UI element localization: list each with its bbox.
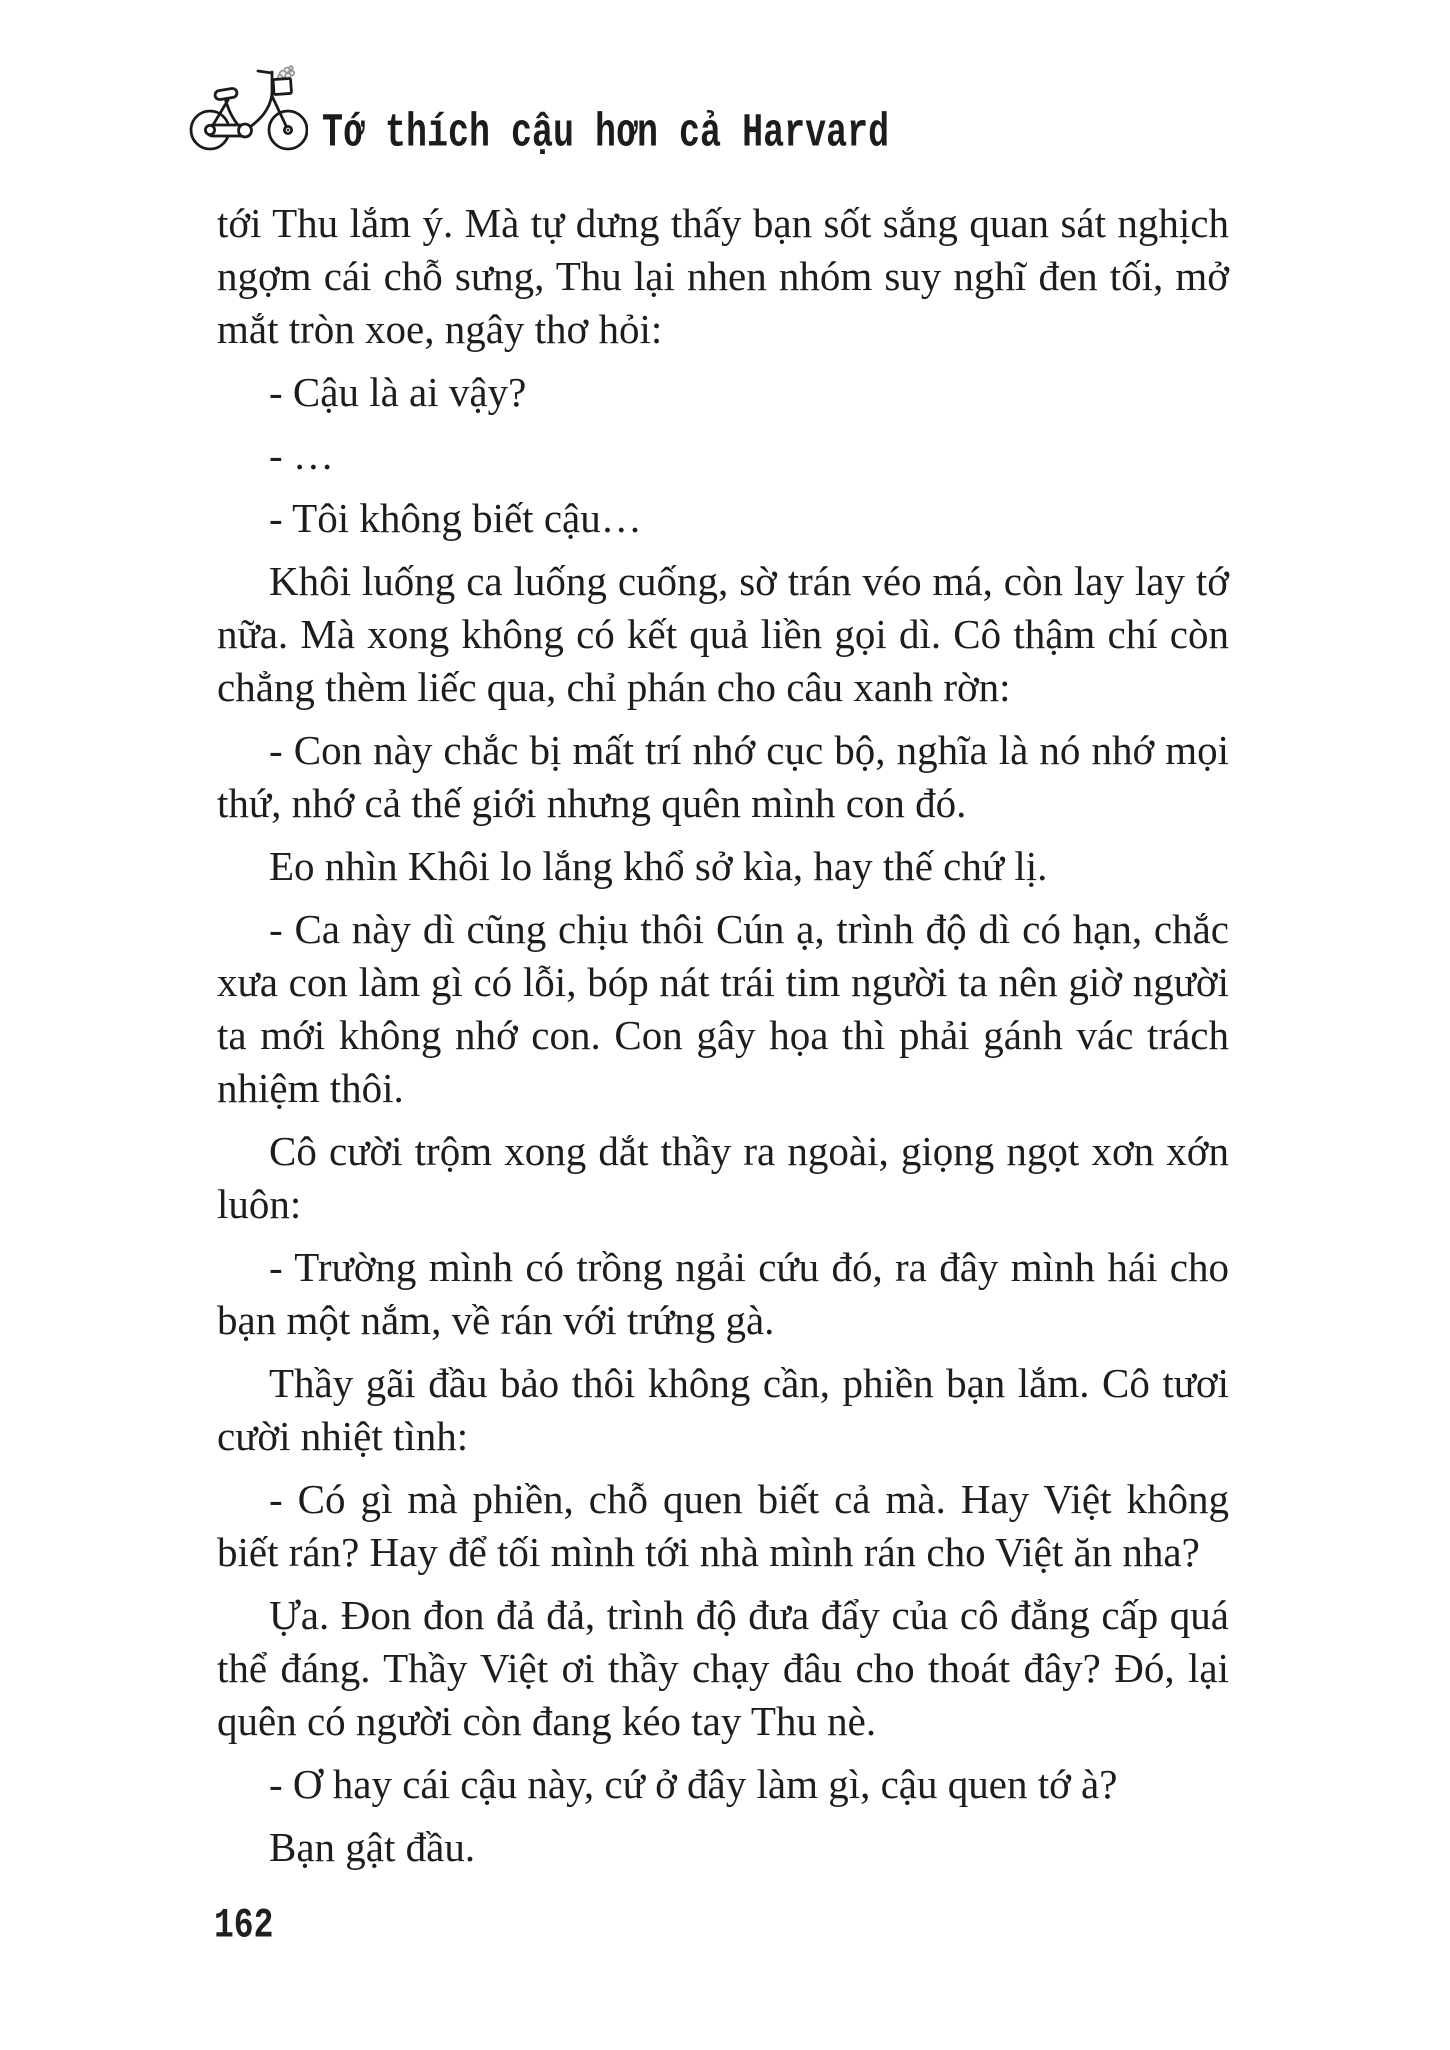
paragraph-dialogue: - Con này chắc bị mất trí nhớ cục bộ, nghĩa là nó nhớ mọi thứ, nhớ cả thế giới nhưng quên mình con đó. (217, 727, 1229, 826)
paragraph: Bạn gật đầu. (269, 1824, 476, 1870)
paragraph: Khôi luống ca luống cuống, sờ trán véo má, còn lay lay tớ nữa. Mà xong không có kết quả liền gọi dì. Cô thậm chí còn chẳng thèm liếc qua, chỉ phán cho câu xanh rờn: (217, 558, 1229, 710)
paragraph: Ựa. Đon đon đả đả, trình độ đưa đẩy của cô đẳng cấp quá thể đáng. Thầy Việt ơi thầy chạy đâu cho thoát đây? Đó, lại quên có người còn đang kéo tay Thu nè. (217, 1592, 1229, 1744)
paragraph: Cô cười trộm xong dắt thầy ra ngoài, giọng ngọt xơn xớn luôn: (217, 1128, 1229, 1227)
paragraph-dialogue: - … (269, 432, 334, 478)
paragraph-dialogue: - Tôi không biết cậu… (269, 495, 642, 541)
body-text (217, 197, 1229, 1874)
book-title: Tớ thích cậu hơn cả Harvard (322, 106, 890, 161)
paragraph-dialogue: - Có gì mà phiền, chỗ quen biết cả mà. Hay Việt không biết rán? Hay để tối mình tới nhà mình rán cho Việt ăn nha? (217, 1476, 1229, 1575)
paragraph: Thầy gãi đầu bảo thôi không cần, phiền bạn lắm. Cô tươi cười nhiệt tình: (217, 1360, 1229, 1459)
paragraph-dialogue: - Ca này dì cũng chịu thôi Cún ạ, trình độ dì có hạn, chắc xưa con làm gì có lỗi, bóp nát trái tim người ta nên giờ người ta mới không nhớ con. Con gây họa thì phải gánh vác trách nhiệm thôi. (217, 906, 1229, 1111)
page-number: 162 (214, 1902, 274, 1949)
paragraph: tới Thu lắm ý. Mà tự dưng thấy bạn sốt sắng quan sát nghịch ngợm cái chỗ sưng, Thu lại nhen nhóm suy nghĩ đen tối, mở mắt tròn xoe, ngây thơ hỏi: (217, 200, 1229, 352)
bicycle-icon (188, 46, 308, 151)
paragraph-dialogue: - Trường mình có trồng ngải cứu đó, ra đây mình hái cho bạn một nắm, về rán với trứng gà. (217, 1244, 1229, 1343)
paragraph-dialogue: - Cậu là ai vậy? (269, 369, 527, 415)
paragraph-dialogue: - Ơ hay cái cậu này, cứ ở đây làm gì, cậu quen tớ à? (269, 1761, 1118, 1807)
paragraph: Eo nhìn Khôi lo lắng khổ sở kìa, hay thế chứ lị. (269, 843, 1048, 889)
